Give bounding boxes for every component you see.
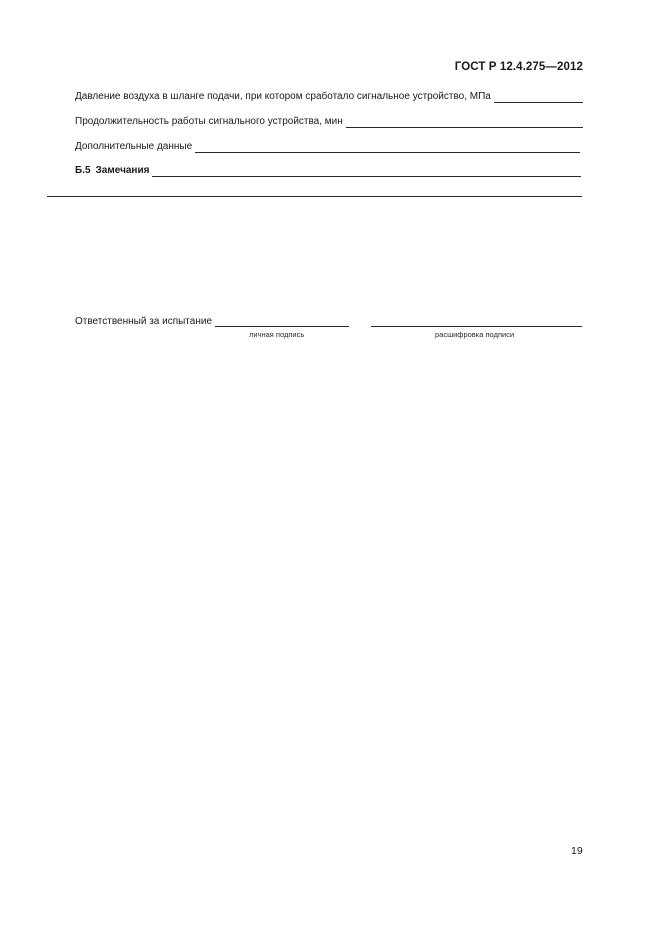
- decoding-caption: расшифровка подписи: [435, 330, 515, 339]
- additional-data-blank: [195, 142, 580, 153]
- remarks-title: Замечания: [95, 165, 150, 176]
- air-pressure-label: Давление воздуха в шланге подачи, при котором сработало сигнальное устройство, МПа: [75, 91, 491, 102]
- duration-field: [75, 116, 583, 128]
- signature-decoding-line: [371, 326, 582, 327]
- additional-data-field: [75, 141, 580, 153]
- remarks-field: [75, 165, 581, 177]
- signature-caption: личная подпись: [249, 330, 305, 339]
- signature-line: [215, 326, 349, 327]
- remarks-continuation-line: [47, 196, 582, 197]
- document-code: ГОСТ Р 12.4.275—2012: [454, 61, 583, 73]
- additional-data-label: Дополнительные данные: [75, 141, 193, 152]
- page-number: 19: [571, 845, 583, 857]
- duration-label: Продолжительность работы сигнального устройства, мин: [75, 116, 343, 127]
- remarks-section-number: Б.5: [75, 165, 91, 176]
- responsible-label: Ответственный за испытание: [75, 316, 213, 327]
- air-pressure-field: [75, 91, 583, 103]
- remarks-blank: [152, 166, 581, 177]
- air-pressure-blank: [494, 92, 583, 103]
- duration-blank: [346, 117, 583, 128]
